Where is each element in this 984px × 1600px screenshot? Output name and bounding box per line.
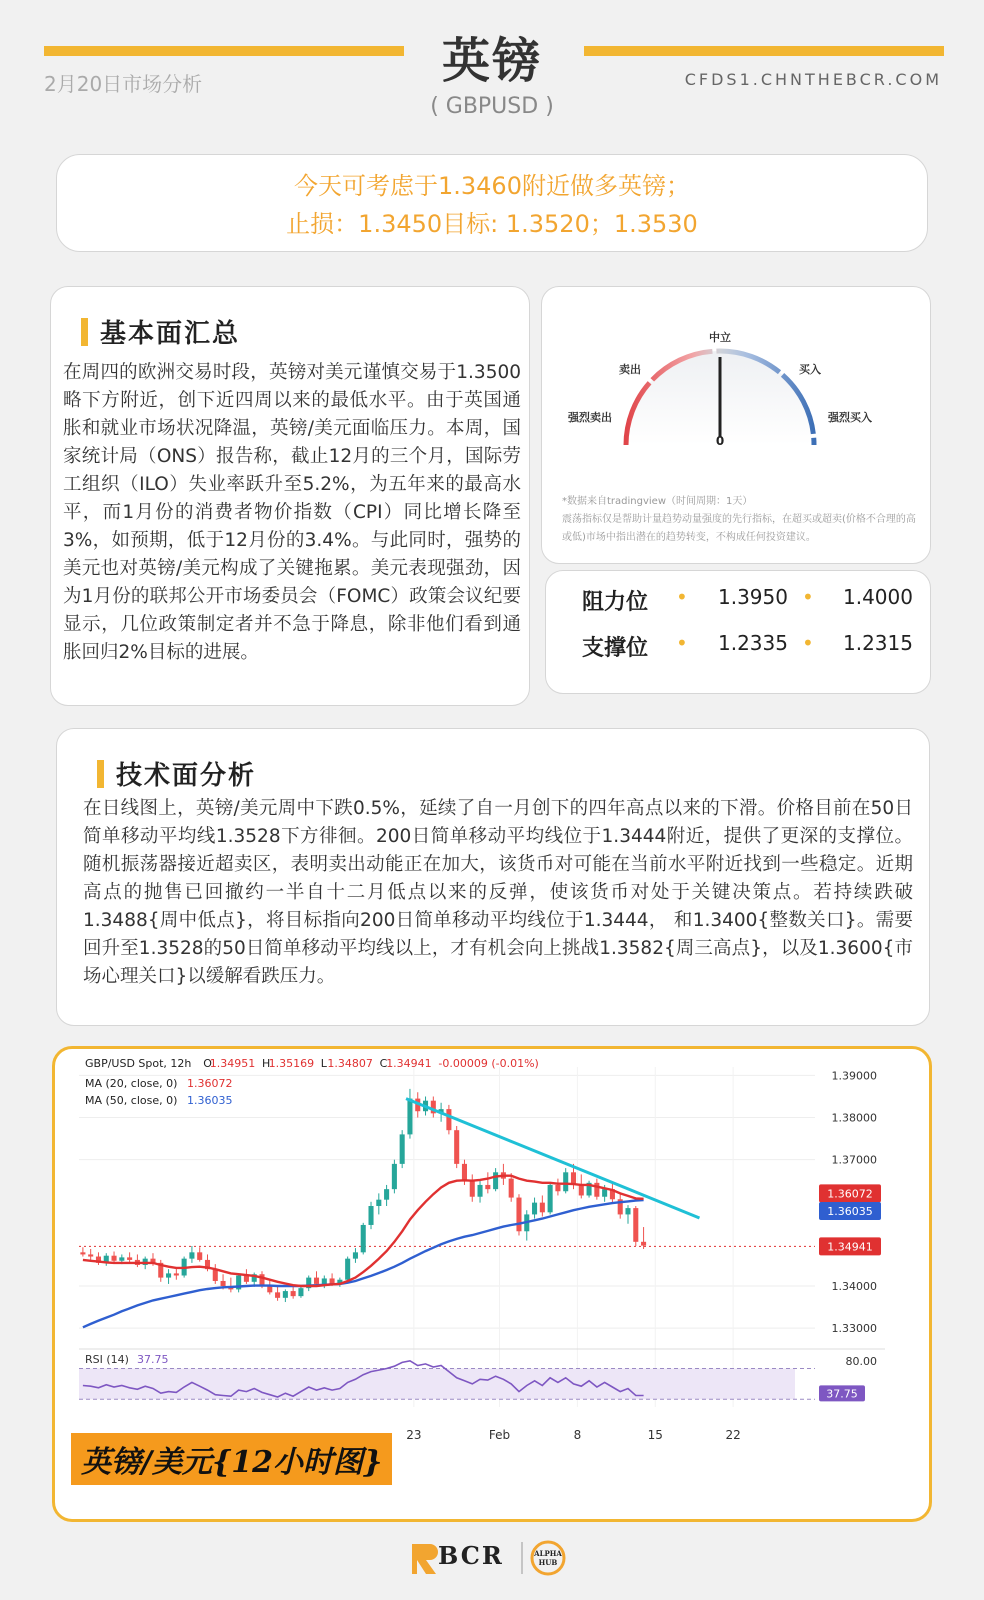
ohlc-high: 1.35169 bbox=[268, 1057, 315, 1070]
candle-body bbox=[407, 1099, 412, 1135]
ohlc-change: -0.00009 (-0.01%) bbox=[438, 1057, 539, 1070]
candle-body bbox=[478, 1185, 483, 1197]
fundamentals-text: 在周四的欧洲交易时段，英镑对美元谨慎交易于1.3500略下方附近，创下近四周以来的最低水平。由于英国通胀和就业市场状况降温，英镑/美元面临压力。本周，国家统计局（ONS）报告称，截止12月的三个月，国际劳工组织（ILO）失业率跃升至5.2%，为五年来的最高水平，而1月份的消费者物价指数（CPI）同比增长降至3%，如预期，低于12月份的3.4%。与此同时，强势的美元也对英镑/美元构成了关键拖累。美元表现强劲，因为1月份的联邦公开市场委员会（FOMC）政策会议纪要显示，几位政策制定者并不急于降息，除非他们看到通胀回归2%目标的进展。 bbox=[63, 362, 521, 663]
price-label: 1.36035 bbox=[827, 1205, 873, 1219]
candle-body bbox=[641, 1242, 646, 1246]
candle-body bbox=[470, 1181, 475, 1197]
legend-value: 1.36072 bbox=[187, 1077, 233, 1090]
candle-body bbox=[112, 1256, 117, 1261]
candle-body bbox=[493, 1172, 498, 1189]
bullet-icon: • bbox=[676, 631, 688, 655]
candle-body bbox=[361, 1225, 366, 1252]
x-tick-label: 8 bbox=[573, 1428, 582, 1442]
gauge-label-strong-sell: 强烈卖出 bbox=[568, 411, 612, 424]
candle-body bbox=[509, 1179, 514, 1198]
resistance-label: 阻力位 bbox=[582, 590, 649, 615]
candle-body bbox=[400, 1134, 405, 1163]
candle-body bbox=[462, 1164, 467, 1181]
candle-body bbox=[485, 1185, 490, 1189]
bullet-icon: • bbox=[802, 585, 814, 609]
y-tick-label: 1.37000 bbox=[831, 1153, 877, 1167]
price-label: 1.34941 bbox=[827, 1240, 873, 1254]
candle-body bbox=[633, 1208, 638, 1242]
signal-targets: 止损：1.3450目标: 1.3520；1.3530 bbox=[286, 210, 698, 238]
support-2: 1.2315 bbox=[843, 631, 913, 655]
page-subtitle: ( GBPUSD ) bbox=[430, 94, 554, 119]
candle-body bbox=[384, 1189, 389, 1200]
price-label: 1.36072 bbox=[827, 1187, 873, 1201]
candle-body bbox=[119, 1257, 124, 1260]
candle-body bbox=[197, 1252, 202, 1260]
candle-body bbox=[625, 1208, 630, 1214]
ohlc-key: L bbox=[320, 1057, 327, 1070]
candle-body bbox=[532, 1203, 537, 1215]
ohlc-low: 1.34807 bbox=[327, 1057, 373, 1070]
technical-heading bbox=[97, 755, 256, 792]
price-chart-card bbox=[52, 1046, 932, 1522]
candle-body bbox=[454, 1130, 459, 1164]
bcr-logo bbox=[408, 1534, 588, 1582]
header-bar-left bbox=[44, 46, 404, 56]
rsi-legend-value: 37.75 bbox=[137, 1353, 169, 1366]
support-row bbox=[546, 631, 932, 671]
legend-label: MA (50, close, 0) bbox=[85, 1094, 178, 1107]
chart-title: GBP/USD Spot, 12h bbox=[85, 1057, 192, 1070]
candle-body bbox=[555, 1185, 560, 1191]
x-tick-label: 22 bbox=[725, 1428, 741, 1442]
candle-body bbox=[88, 1254, 93, 1256]
ohlc-key: O bbox=[203, 1057, 212, 1070]
candle-body bbox=[322, 1278, 327, 1283]
trade-signal-card bbox=[56, 154, 928, 252]
resistance-row bbox=[546, 585, 932, 625]
heading-marker bbox=[81, 318, 88, 346]
candle-body bbox=[376, 1200, 381, 1206]
bullet-icon: • bbox=[676, 585, 688, 609]
gauge-note: *数据来自tradingview（时间周期：1天） 震荡指标仅是帮助计量趋势动量强度的先行指标，在超买或超卖(价格不合理的高或低)市场中指出潜在的趋势转变，不构成任何投资建议。 bbox=[562, 496, 916, 543]
fundamentals-title: 基本面汇总 bbox=[100, 319, 241, 349]
fundamentals-card bbox=[50, 286, 530, 706]
candle-body bbox=[516, 1198, 521, 1232]
x-tick-label: 15 bbox=[647, 1428, 663, 1442]
report-date: 2月20日市场分析 bbox=[44, 72, 203, 96]
technical-card bbox=[56, 728, 930, 1026]
site-link[interactable]: CFDS1.CHNTHEBCR.COM bbox=[684, 70, 942, 89]
bcr-logo-mark bbox=[412, 1544, 438, 1574]
candle-body bbox=[80, 1252, 85, 1254]
candle-body bbox=[259, 1274, 264, 1285]
sentiment-gauge bbox=[542, 287, 930, 487]
fundamentals-heading bbox=[81, 313, 240, 350]
ohlc-close: 1.34941 bbox=[386, 1057, 432, 1070]
technical-title: 技术面分析 bbox=[116, 761, 257, 791]
heading-marker bbox=[97, 760, 104, 788]
levels-card bbox=[545, 570, 931, 694]
resistance-2: 1.4000 bbox=[843, 585, 913, 609]
bcr-logo-text: BCR bbox=[438, 1541, 504, 1570]
support-1: 1.2335 bbox=[718, 631, 788, 655]
candle-body bbox=[291, 1291, 296, 1296]
sentiment-gauge-card bbox=[541, 286, 931, 564]
candle-body bbox=[174, 1273, 179, 1275]
candle-body bbox=[221, 1281, 226, 1286]
ohlc-key: H bbox=[262, 1057, 271, 1070]
rsi-label: RSI (14) bbox=[85, 1353, 129, 1366]
candle-body bbox=[446, 1109, 451, 1130]
signal-entry: 今天可考虑于1.3460附近做多英镑； bbox=[294, 172, 690, 200]
candle-body bbox=[275, 1292, 280, 1297]
y-tick-label: 1.38000 bbox=[831, 1111, 877, 1125]
candle-body bbox=[283, 1291, 288, 1298]
candle-body bbox=[314, 1278, 319, 1284]
gauge-label-strong-buy: 强烈买入 bbox=[828, 411, 872, 424]
alpha-hub-text: ALPHA bbox=[534, 1549, 562, 1558]
candle-body bbox=[602, 1189, 607, 1197]
rsi-value-label: 37.75 bbox=[826, 1387, 858, 1401]
support-label: 支撑位 bbox=[582, 636, 649, 661]
y-tick-label: 1.33000 bbox=[831, 1322, 877, 1336]
candle-body bbox=[345, 1259, 350, 1280]
gauge-value: 0 bbox=[715, 434, 725, 448]
x-tick-label: Feb bbox=[488, 1428, 511, 1442]
ohlc-key: C bbox=[379, 1057, 388, 1070]
candle-body bbox=[166, 1273, 171, 1277]
technical-text: 在日线图上，英镑/美元周中下跌0.5%，延续了自一月创下的四年高点以来的下滑。价格目前在50日简单移动平均线1.3528下方徘徊。200日简单移动平均线位于1.3444附近，提供了更深的支撑位。随机振荡器接近超卖区，表明卖出动能正在加大，该货币对可能在当前水平附近找到一些稳定。近期高点的抛售已回撤约一半自十二月低点以来的反弹，使该货币对处于关键决策点。若持续跌破1.3488{周中低点}，将目标指向200日简单移动平均线位于1.3444， 和1.3400{整数关口}。需要回升至1.3528的50日简单移动平均线以上，才有机会向上挑战1.3582{周三高点}，以及1.3600{市场心理关口}以缓解看跌压力。 bbox=[83, 798, 913, 987]
rsi-tick-label: 80.00 bbox=[845, 1354, 877, 1368]
rsi-band bbox=[79, 1369, 795, 1400]
candle-body bbox=[127, 1257, 132, 1260]
candle-body bbox=[189, 1252, 194, 1258]
candle-body bbox=[579, 1185, 584, 1196]
candle-body bbox=[548, 1185, 553, 1212]
candle-body bbox=[540, 1203, 545, 1213]
gauge-label-sell: 卖出 bbox=[619, 363, 641, 376]
candle-body bbox=[353, 1252, 358, 1258]
chart-caption: 英镑/美元{12小时图} bbox=[71, 1433, 392, 1485]
page-title: 英镑 bbox=[441, 33, 542, 89]
x-tick-label: 23 bbox=[406, 1428, 422, 1442]
candle-body bbox=[368, 1206, 373, 1225]
bullet-icon: • bbox=[802, 631, 814, 655]
header-bar-right bbox=[584, 46, 944, 56]
legend-label: MA (20, close, 0) bbox=[85, 1077, 178, 1090]
candle-body bbox=[594, 1183, 599, 1197]
y-tick-label: 1.34000 bbox=[831, 1280, 877, 1294]
candle-body bbox=[563, 1172, 568, 1191]
resistance-1: 1.3950 bbox=[718, 585, 788, 609]
y-tick-label: 1.39000 bbox=[831, 1069, 877, 1083]
gauge-label-neutral: 中立 bbox=[709, 331, 731, 344]
legend-value: 1.36035 bbox=[187, 1094, 233, 1107]
alpha-hub-text: HUB bbox=[538, 1558, 558, 1567]
gauge-label-buy: 买入 bbox=[799, 363, 821, 376]
ohlc-open: 1.34951 bbox=[209, 1057, 256, 1070]
candle-body bbox=[392, 1164, 397, 1189]
candle-body bbox=[298, 1288, 303, 1296]
candle-body bbox=[213, 1269, 218, 1281]
